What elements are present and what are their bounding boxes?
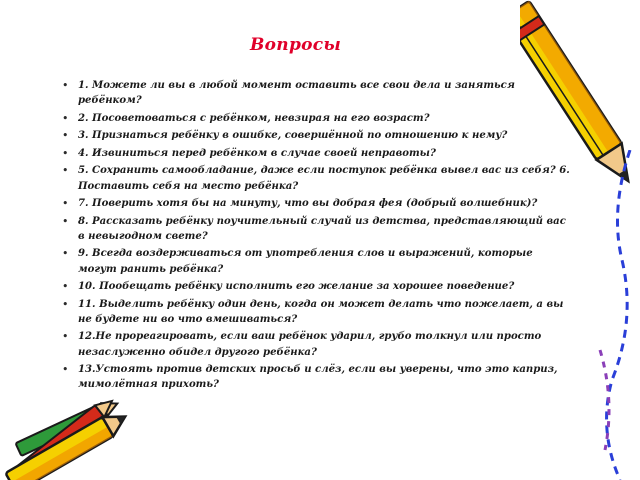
question-text: 7. Поверить хотя бы на минуту, что вы добрая фея (добрый волшебник)? (78, 198, 538, 210)
bullet-icon: • (62, 146, 69, 160)
question-text: 2. Посоветоваться с ребёнком, невзирая на его возраст? (78, 112, 430, 124)
question-text: 10. Пообещать ребёнку исполнить его желание за хорошее поведение? (78, 281, 515, 293)
question-item (62, 111, 570, 126)
question-item (62, 297, 570, 328)
question-item (62, 279, 570, 294)
bullet-icon: • (62, 129, 69, 143)
bullet-icon: • (62, 297, 69, 311)
question-text: 3. Признаться ребёнку в ошибке, совершённой по отношению к нему? (78, 130, 508, 142)
question-item (62, 196, 570, 211)
question-text: 11. Выделить ребёнку один день, когда он может делать что пожелает, а вы не будете ни во что вмешиваться? (78, 298, 564, 325)
bullet-icon: • (62, 247, 69, 261)
question-item (62, 214, 570, 245)
bullet-icon: • (62, 197, 69, 211)
question-item (62, 163, 570, 194)
bullet-icon: • (62, 363, 69, 377)
crayon-bundle-icon (0, 375, 140, 480)
bullet-icon: • (62, 330, 69, 344)
question-text: 1. Можете ли вы в любой момент оставить все свои дела и заняться ребёнком? (78, 80, 515, 107)
question-item (62, 78, 570, 109)
question-item (62, 128, 570, 143)
slide-title: Вопросы (250, 35, 342, 55)
bullet-icon: • (62, 214, 69, 228)
dashed-scribble-icon (590, 150, 640, 480)
question-text: 4. Извиниться перед ребёнком в случае своей неправоты? (78, 147, 436, 159)
question-text: 12.Не прореагировать, если ваш ребёнок ударил, грубо толкнул или просто незаслуженно обидел другого ребёнка? (78, 331, 542, 358)
question-text: 8. Рассказать ребёнку поучительный случай из детства, представляющий вас в невыгодном свете? (78, 215, 566, 242)
question-text: 5. Сохранить самообладание, даже если поступок ребёнка вывел вас из себя? 6. Поставить себя на место ребёнка? (78, 165, 570, 192)
bullet-icon: • (62, 164, 69, 178)
question-item (62, 246, 570, 277)
question-text: 13.Устоять против детских просьб и слёз, если вы уверены, что это каприз, мимолётная прихоть? (78, 364, 558, 391)
question-text: 9. Всегда воздерживаться от употребления слов и выражений, которые могут ранить ребёнка? (78, 248, 533, 275)
question-list (62, 78, 570, 395)
question-item (62, 146, 570, 161)
bullet-icon: • (62, 79, 69, 92)
bullet-icon: • (62, 280, 69, 294)
bullet-icon: • (62, 111, 69, 125)
question-item (62, 329, 570, 360)
